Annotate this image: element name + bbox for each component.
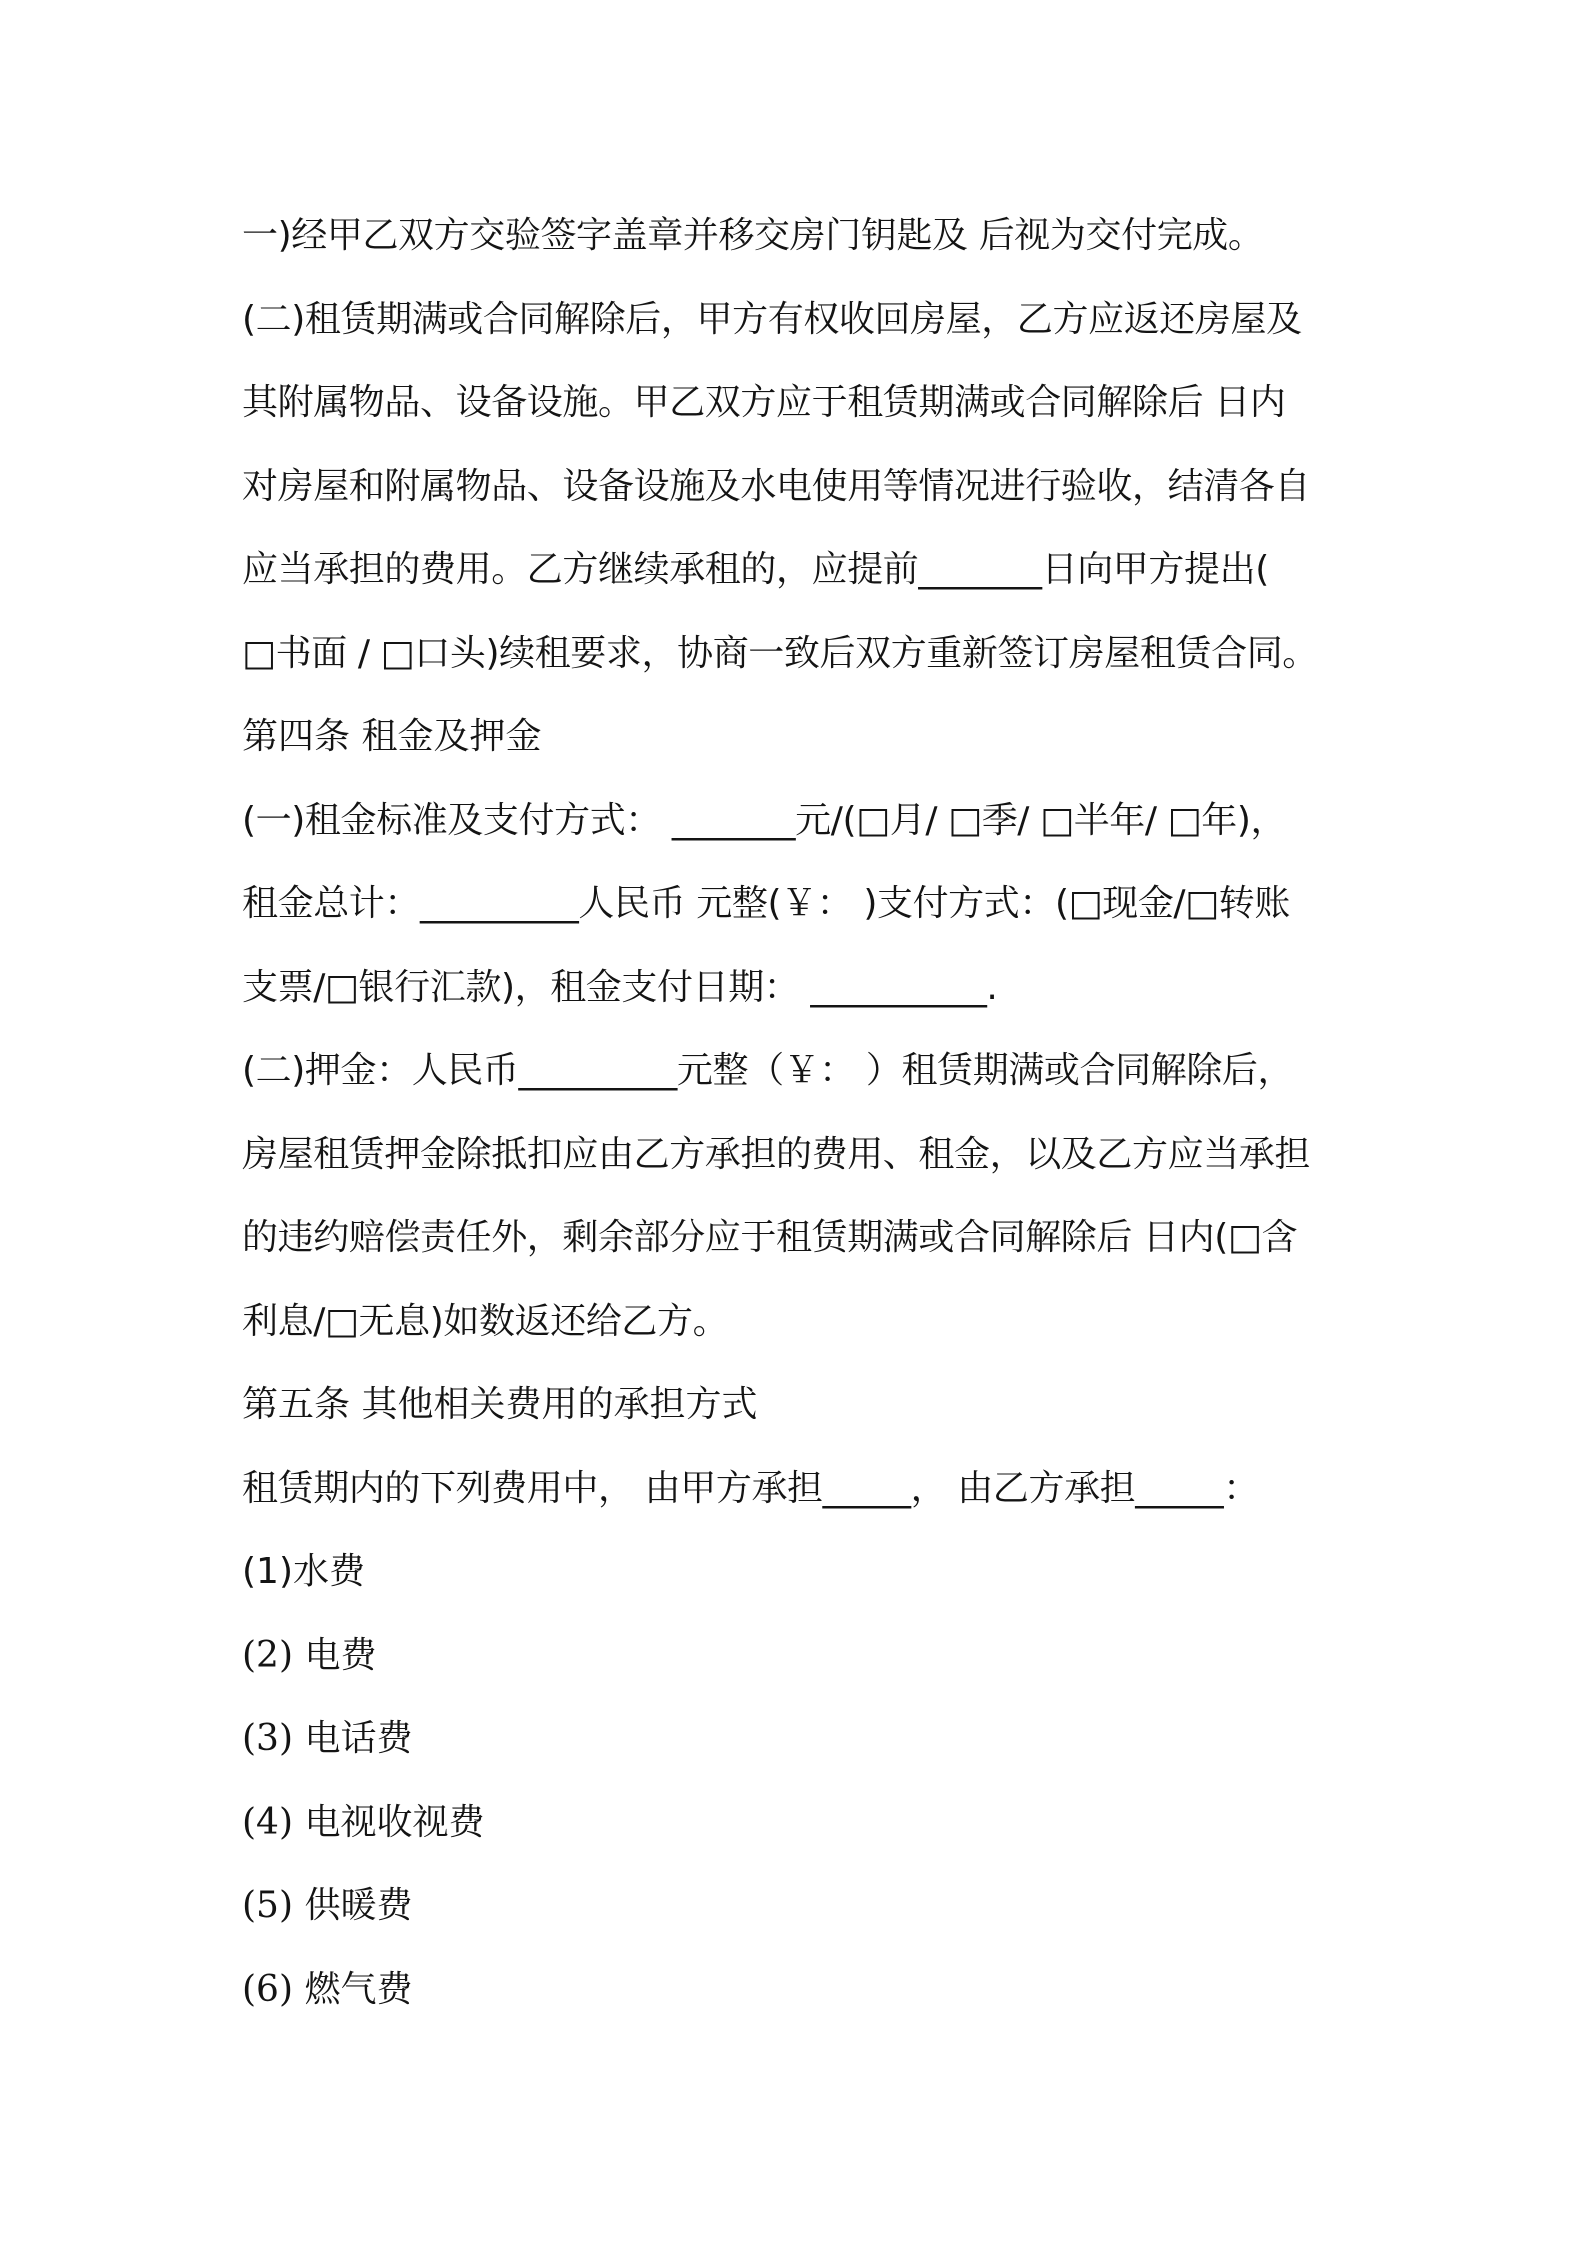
section-heading: 第五条 其他相关费用的承担方式 [242,1384,758,1425]
list-item-number: (6) [242,1968,305,2010]
text-line: 利息/□无息)如数返还给乙方。 [242,1300,729,1342]
text-line: 房屋租赁押金除抵扣应由乙方承担的费用、租金，以及乙方应当承担 [242,1133,1311,1175]
document-body [242,194,1372,2031]
text-line: 对房屋和附属物品、设备设施及水电使用等情况进行验收，结清各自 [242,465,1311,507]
text-line: 其附属物品、设备设施。甲乙双方应于租赁期满或合同解除后 日内 [242,382,1286,423]
text-line: 的违约赔偿责任外，剩余部分应于租赁期满或合同解除后 日内(□含 [242,1217,1298,1258]
text-line: 应当承担的费用。乙方继续承租的，应提前_______日向甲方提出( [242,549,1269,590]
list-item-number: (2) [242,1634,305,1676]
list-item-number: (3) [242,1718,305,1759]
list-item: (1)水费 [242,1551,365,1592]
list-item-label: 燃气费 [304,1968,413,2010]
list-item-number: (4) [242,1801,305,1843]
list-item-label: 电费 [304,1634,377,1676]
text-line: (一)租金标准及支付方式： _______元/(□月/ □季/ □半年/ □年)， [242,799,1287,841]
list-item-label: 电话费 [304,1718,413,1759]
list-item [242,1614,1372,1698]
list-item [242,1948,1372,2032]
list-item [242,1697,1372,1781]
list-item [242,1864,1372,1948]
list-item [242,1781,1372,1865]
text-line: 支票/□银行汇款)，租金支付日期： __________. [242,966,998,1008]
text-line: 一)经甲乙双方交验签字盖章并移交房门钥匙及 后视为交付完成。 [242,215,1264,256]
list-item-number: (5) [242,1885,305,1926]
list-item-label: 电视收视费 [304,1801,485,1843]
text-line: □书面 / □口头)续租要求，协商一致后双方重新签订房屋租赁合同。 [242,632,1318,674]
text-line: (二)押金：人民币_________元整（￥： ）租赁期满或合同解除后， [242,1050,1294,1091]
list-item-label: 供暖费 [304,1885,413,1926]
section-heading: 第四条 租金及押金 [242,716,542,757]
text-line: 租赁期内的下列费用中， 由甲方承担_____， 由乙方承担_____： [242,1467,1259,1509]
text-line: (二)租赁期满或合同解除后，甲方有权收回房屋，乙方应返还房屋及 [242,298,1302,340]
text-line: 租金总计：_________人民币 元整(￥： )支付方式：(□现金/□转账 [242,883,1290,924]
